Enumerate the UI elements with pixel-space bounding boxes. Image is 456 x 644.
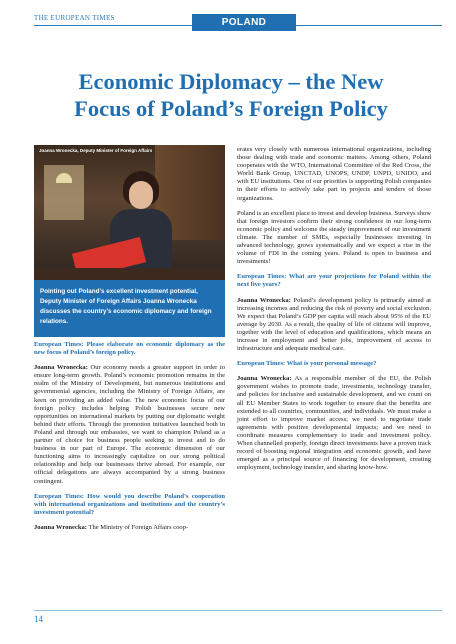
title-line-2: Focus of Poland’s Foreign Policy [74,96,388,121]
answer-1 [34,364,225,485]
answer-2-paragraph: Poland is an excellent place to invest and develop business. Surveys show that foreign investors confirm their strong confidence in our long-term economic policy and welcome the steady improvement of our investment climate. The number of SMEs, especially businesses investing in advanced technology, grows systematically and we expect a rise in the volume of FDI in the coming years. Poland is open to business and investments! [237,209,431,266]
desk-shape [34,268,225,280]
person-face [129,181,153,209]
masthead: THE EUROPEAN TIMES [34,14,115,22]
left-column [34,341,225,539]
answer-3 [237,297,431,354]
speaker-label: Joanna Wronecka: [237,375,292,383]
answer-2 [34,524,225,532]
page-number: 14 [34,614,43,624]
photo-caption: Pointing out Poland’s excellent investment potential, Deputy Minister of Foreign Affairs Joanna Wronecka discusses the country’s economic diplomacy and foreign relations. [34,280,225,337]
answer-text: The Ministry of Foreign Affairs coop- [86,523,189,531]
title-line-1: Economic Diplomacy – the New [78,69,384,94]
answer-text: As a responsible member of the EU, the Polish government wishes to promote trade, investments, technology transfer, and policies for inclusive and sustainable development, and we count on all EU Member States to work together to ensure that the benefits are extended to all countries, communities, and individuals. We must make a joint effort to improve market access; we need to negotiate trade agreements with positive developmental impacts; and we need to coordinate measures complementary to trade and investment policy. When channelled properly, foreign direct investments have a proven track record of boosting regional integration and economic growth, and have emerged as a principal source of financing for development, creating employment, technology transfer, and sharing know-how. [237,375,431,472]
right-column [237,146,431,479]
lamp-shape [56,173,72,183]
section-tab: POLAND [192,14,296,31]
question-2: European Times: How would you describe Poland’s cooperation with international organizations and institutions and the country’s investment potential? [34,492,225,516]
answer-4 [237,375,431,472]
photo-credit: Joanna Wronecka, Deputy Minister of Foreign Affairs [39,148,153,153]
footer-rule [34,610,442,611]
question-4: European Times: What is your personal message? [237,360,377,368]
answer-text: Poland’s development policy is primarily aimed at increasing incomes and reducing the risk of poverty and social exclusion. We expect that Poland’s GDP per capita will reach about 95% of the EU average by 2030. As a result, the quality of life of citizens will improve, together with the level of education and qualifications, which means an increase in employment and better jobs, improvement of access to infrastructure and adequate medical care. [237,296,431,353]
portrait-photo [34,145,225,280]
speaker-label: Joanna Wronecka: [237,296,291,304]
question-1: European Times: Please elaborate on economic diplomacy as the new focus of Poland’s foreign policy. [34,341,225,357]
article-title [20,68,442,122]
answer-2-continued: erates very closely with numerous international organizations, including those dealing with trade and economic matters. Among others, Poland cooperates with the WTO, International Committee of the Red Cross, the World Bank Group, UNCTAD, UNOPS, UNDP, UNPD, UNIDO, and with EU institutions. One of our priorities is supporting Polish companies in their efforts to actively take part in projects and tenders of those organizations. [237,146,431,202]
question-3: European Times: What are your projections for Poland within the next five years? [237,273,431,289]
speaker-label: Joanna Wronecka: [34,523,87,531]
answer-text: Our economy needs a greater support in order to ensure long-term growth. Poland’s economic promotion remains in the realm of the Ministry of Development, but numerous institutions and governmental agencies, including the Ministry of Foreign Affairs, are keen on providing an added value. The new economic focus of our foreign policy includes helping Polish businesses secure new opportunities on international markets by putting our diplomatic weight behind their efforts. Through the promotion initiatives launched both in Poland and through our embassies, we want to champion Poland as a partner of choice for business people seeking to invest and to do business in our part of Europe. The economic dimension of our functioning aims to increasingly capitalize on our strong political relationship and help our businesses thrive abroad. For example, our official delegations are always accompanied by a strong business contingent. [34,364,225,485]
speaker-label: Joanna Wronecka: [34,364,88,372]
